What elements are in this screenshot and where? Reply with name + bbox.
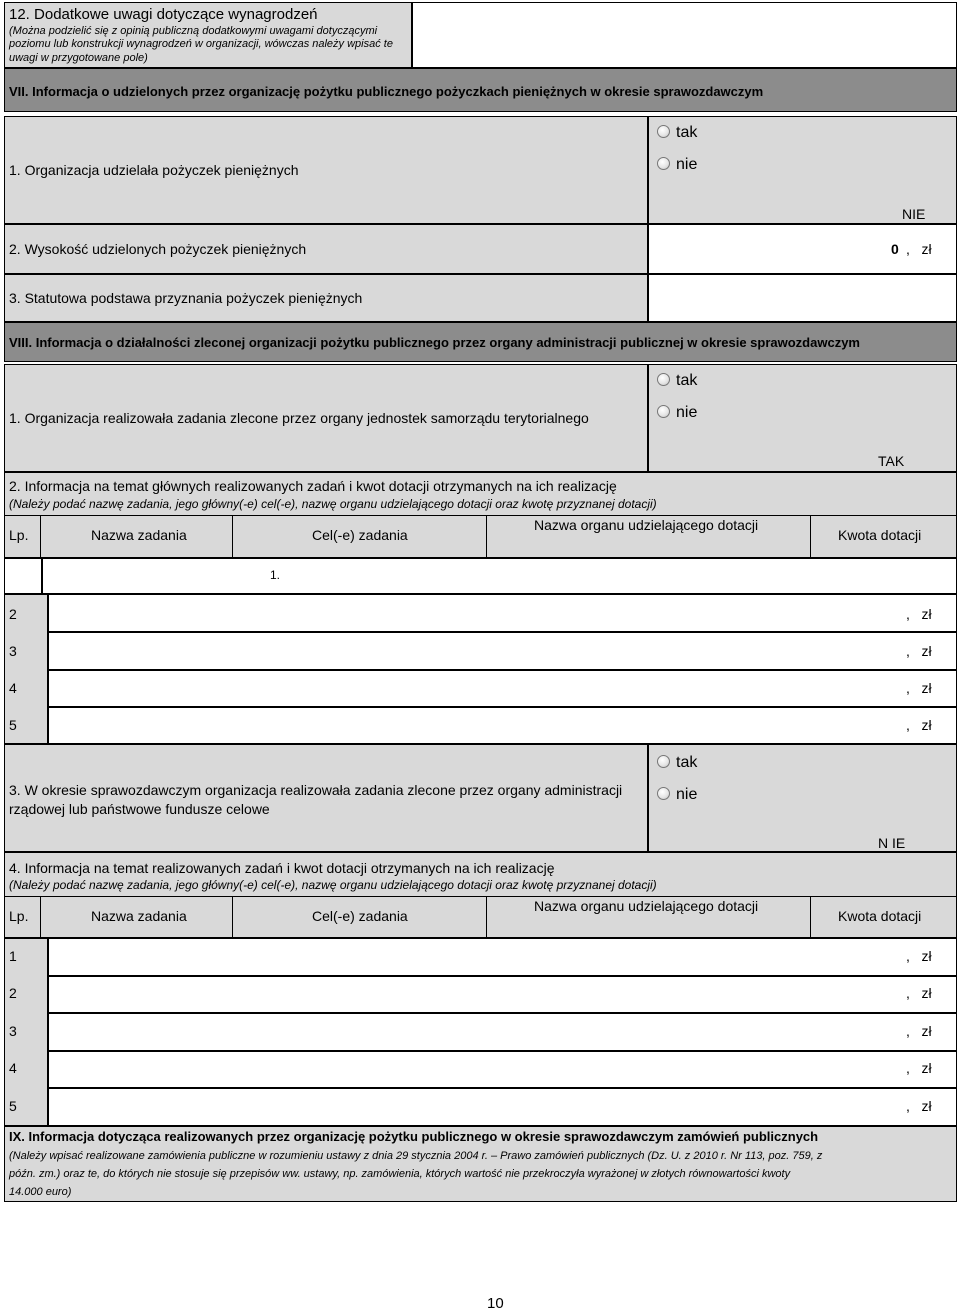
s8-t1-row4-unit: , zł — [906, 680, 932, 696]
s8-t2-row5-unit: , zł — [906, 1098, 932, 1114]
s8-t1-row1-lp[interactable] — [4, 558, 42, 594]
s8-t2-row2-unit: , zł — [906, 985, 932, 1001]
s9-note-line1: (Należy wpisać realizowane zamówienia publiczne w rozumieniu ustawy z dnia 29 stycznia 2004 r. – Prawo zamówień publicznych (Dz. U. z 2010 r. Nr 113, poz. 759, z — [9, 1150, 823, 1162]
s8-t2-col-lp: Lp. — [9, 908, 29, 924]
s8-header: VIII. Informacja o działalności zleconej organizacji pożytku publicznego przez organy administracji publicznej w okresie sprawozdawczym — [9, 335, 860, 350]
s8-t1-row5-field[interactable] — [48, 707, 957, 744]
s8-t1-col-lp: Lp. — [9, 527, 29, 543]
s9-header: IX. Informacja dotycząca realizowanych przez organizację pożytku publicznego w okresie sprawozdawczym zamówień publicznych — [9, 1129, 819, 1144]
s8-t2-col-sep — [486, 896, 487, 938]
page-number: 10 — [487, 1295, 504, 1312]
s8-t2-row2-field[interactable] — [48, 976, 957, 1013]
s8-q1-label: 1. Organizacja realizowała zadania zlecone przez organy jednostek samorządu terytorialnego — [9, 410, 589, 426]
s7-q3-field[interactable] — [648, 274, 957, 322]
s8-t1-col-goal: Cel(-e) zadania — [312, 527, 408, 543]
s8-q3-label-line2: rządowej lub państwowe fundusze celowe — [9, 801, 270, 817]
s7-q3-label: 3. Statutowa podstawa przyznania pożyczek pieniężnych — [9, 290, 363, 306]
s8-t1-row4-lp: 4 — [9, 680, 17, 696]
s8-t2-col-sep — [40, 896, 41, 938]
s7-q1-label: 1. Organizacja udzielała pożyczek pieniężnych — [9, 162, 299, 178]
s8-t1-row2-unit: , zł — [906, 606, 932, 622]
s8-t2-col-organ: Nazwa organu udzielającego dotacji — [534, 898, 759, 914]
s8-t2-row3-field[interactable] — [48, 1013, 957, 1051]
s8-t2-row1-field[interactable] — [48, 938, 957, 976]
s7-q2-value: 0 — [891, 241, 899, 257]
s8-t2-row1-unit: , zł — [906, 948, 932, 964]
s8-t1-col-sep — [810, 515, 811, 558]
s8-t1-divider — [4, 515, 957, 516]
s8-t1-col-amount: Kwota dotacji — [838, 527, 922, 543]
s8-q2-note: (Należy podać nazwę zadania, jego główny(-e) cel(-e), nazwę organu udzielającego dotacji oraz kwotę przyznanej dotacji) — [9, 497, 657, 511]
s12-note-line3: uwagi w przygotowane pole) — [9, 52, 148, 64]
s8-q1-radio-no[interactable] — [657, 405, 670, 418]
s8-t1-row1-body[interactable] — [42, 558, 957, 594]
s12-remarks-field[interactable] — [412, 2, 957, 68]
s8-t1-col-sep — [486, 515, 487, 558]
s8-t2-col-goal: Cel(-e) zadania — [312, 908, 408, 924]
s8-t2-col-sep — [810, 896, 811, 938]
s8-t2-row5-field[interactable] — [48, 1088, 957, 1126]
s8-t1-row2-field[interactable] — [48, 594, 957, 632]
s8-t1-row3-lp: 3 — [9, 643, 17, 659]
s8-t1-col-sep — [40, 515, 41, 558]
s8-t1-row5-unit: , zł — [906, 717, 932, 733]
s8-t2-col-name: Nazwa zadania — [91, 908, 187, 924]
s8-q3-radio-yes-label: tak — [676, 754, 698, 771]
s8-q4-label: 4. Informacja na temat realizowanych zadań i kwot dotacji otrzymanych na ich realizację — [9, 860, 555, 876]
s8-q3-radio-no[interactable] — [657, 787, 670, 800]
s8-q3-radio-no-label: nie — [676, 786, 698, 803]
s7-radio-no[interactable] — [657, 157, 670, 170]
s8-t2-col-sep — [232, 896, 233, 938]
s8-t2-col-amount: Kwota dotacji — [838, 908, 922, 924]
s8-q3-label-line1: 3. W okresie sprawozdawczym organizacja realizowała zadania zlecone przez organy administracji — [9, 782, 623, 798]
s8-t2-row2-lp: 2 — [9, 985, 17, 1001]
s8-q1-radio-no-label: nie — [676, 404, 698, 421]
s8-q1-radio-yes-label: tak — [676, 372, 698, 389]
s8-t1-col-sep — [232, 515, 233, 558]
s12-title: 12. Dodatkowe uwagi dotyczące wynagrodzeń — [9, 6, 318, 23]
s7-q2-label: 2. Wysokość udzielonych pożyczek pieniężnych — [9, 241, 307, 257]
s7-q1-answer: NIE — [902, 206, 926, 222]
s8-q4-note: (Należy podać nazwę zadania, jego główny(-e) cel(-e), nazwę organu udzielającego dotacji oraz kwotę przyznanej dotacji) — [9, 878, 657, 892]
s8-t1-row1-label: 1. — [270, 568, 281, 582]
s8-q1-radio-yes[interactable] — [657, 373, 670, 386]
s9-note-line3: 14.000 euro) — [9, 1186, 72, 1198]
s7-radio-yes[interactable] — [657, 125, 670, 138]
s8-q3-radio-yes[interactable] — [657, 755, 670, 768]
s8-q3-label-cell — [4, 744, 648, 852]
s7-radio-yes-label: tak — [676, 124, 698, 141]
s7-header: VII. Informacja o udzielonych przez organizację pożytku publicznego pożyczkach pieniężnych w okresie sprawozdawczym — [9, 84, 764, 99]
s8-t2-row1-lp: 1 — [9, 948, 17, 964]
s8-t1-row3-unit: , zł — [906, 643, 932, 659]
s8-t2-row3-unit: , zł — [906, 1023, 932, 1039]
s8-t2-row4-field[interactable] — [48, 1051, 957, 1088]
s8-t1-row3-field[interactable] — [48, 632, 957, 670]
s7-q2-unit: , zł — [906, 241, 932, 257]
s12-note-line2: poziomu lub konstrukcji wynagrodzeń w organizacji, wówczas należy wpisać te — [9, 38, 393, 50]
s7-radio-no-label: nie — [676, 156, 698, 173]
s9-note-line2: późn. zm.) oraz te, do których nie stosuje się przepisów ww. ustawy, np. zamówienia, których wartość nie przekroczyła wyrażonej w złotych równowartości kwoty — [9, 1168, 791, 1180]
s8-t2-row5-lp: 5 — [9, 1098, 17, 1114]
s8-t1-row4-field[interactable] — [48, 670, 957, 707]
s8-t1-row5-lp: 5 — [9, 717, 17, 733]
s8-t2-row4-lp: 4 — [9, 1060, 17, 1076]
s8-t2-row4-unit: , zł — [906, 1060, 932, 1076]
s8-t2-row3-lp: 3 — [9, 1023, 17, 1039]
s12-note-line1: (Można podzielić się z opinią publiczną dodatkowymi uwagami dotyczącymi — [9, 25, 378, 37]
s8-t2-divider — [4, 896, 957, 897]
s8-t1-row2-lp: 2 — [9, 606, 17, 622]
s8-t1-col-organ: Nazwa organu udzielającego dotacji — [534, 517, 759, 533]
s8-q2-label: 2. Informacja na temat głównych realizowanych zadań i kwot dotacji otrzymanych na ich realizację — [9, 478, 617, 494]
s8-t1-col-name: Nazwa zadania — [91, 527, 187, 543]
s8-q1-answer: TAK — [878, 453, 905, 469]
s8-q3-answer: N IE — [878, 835, 906, 851]
